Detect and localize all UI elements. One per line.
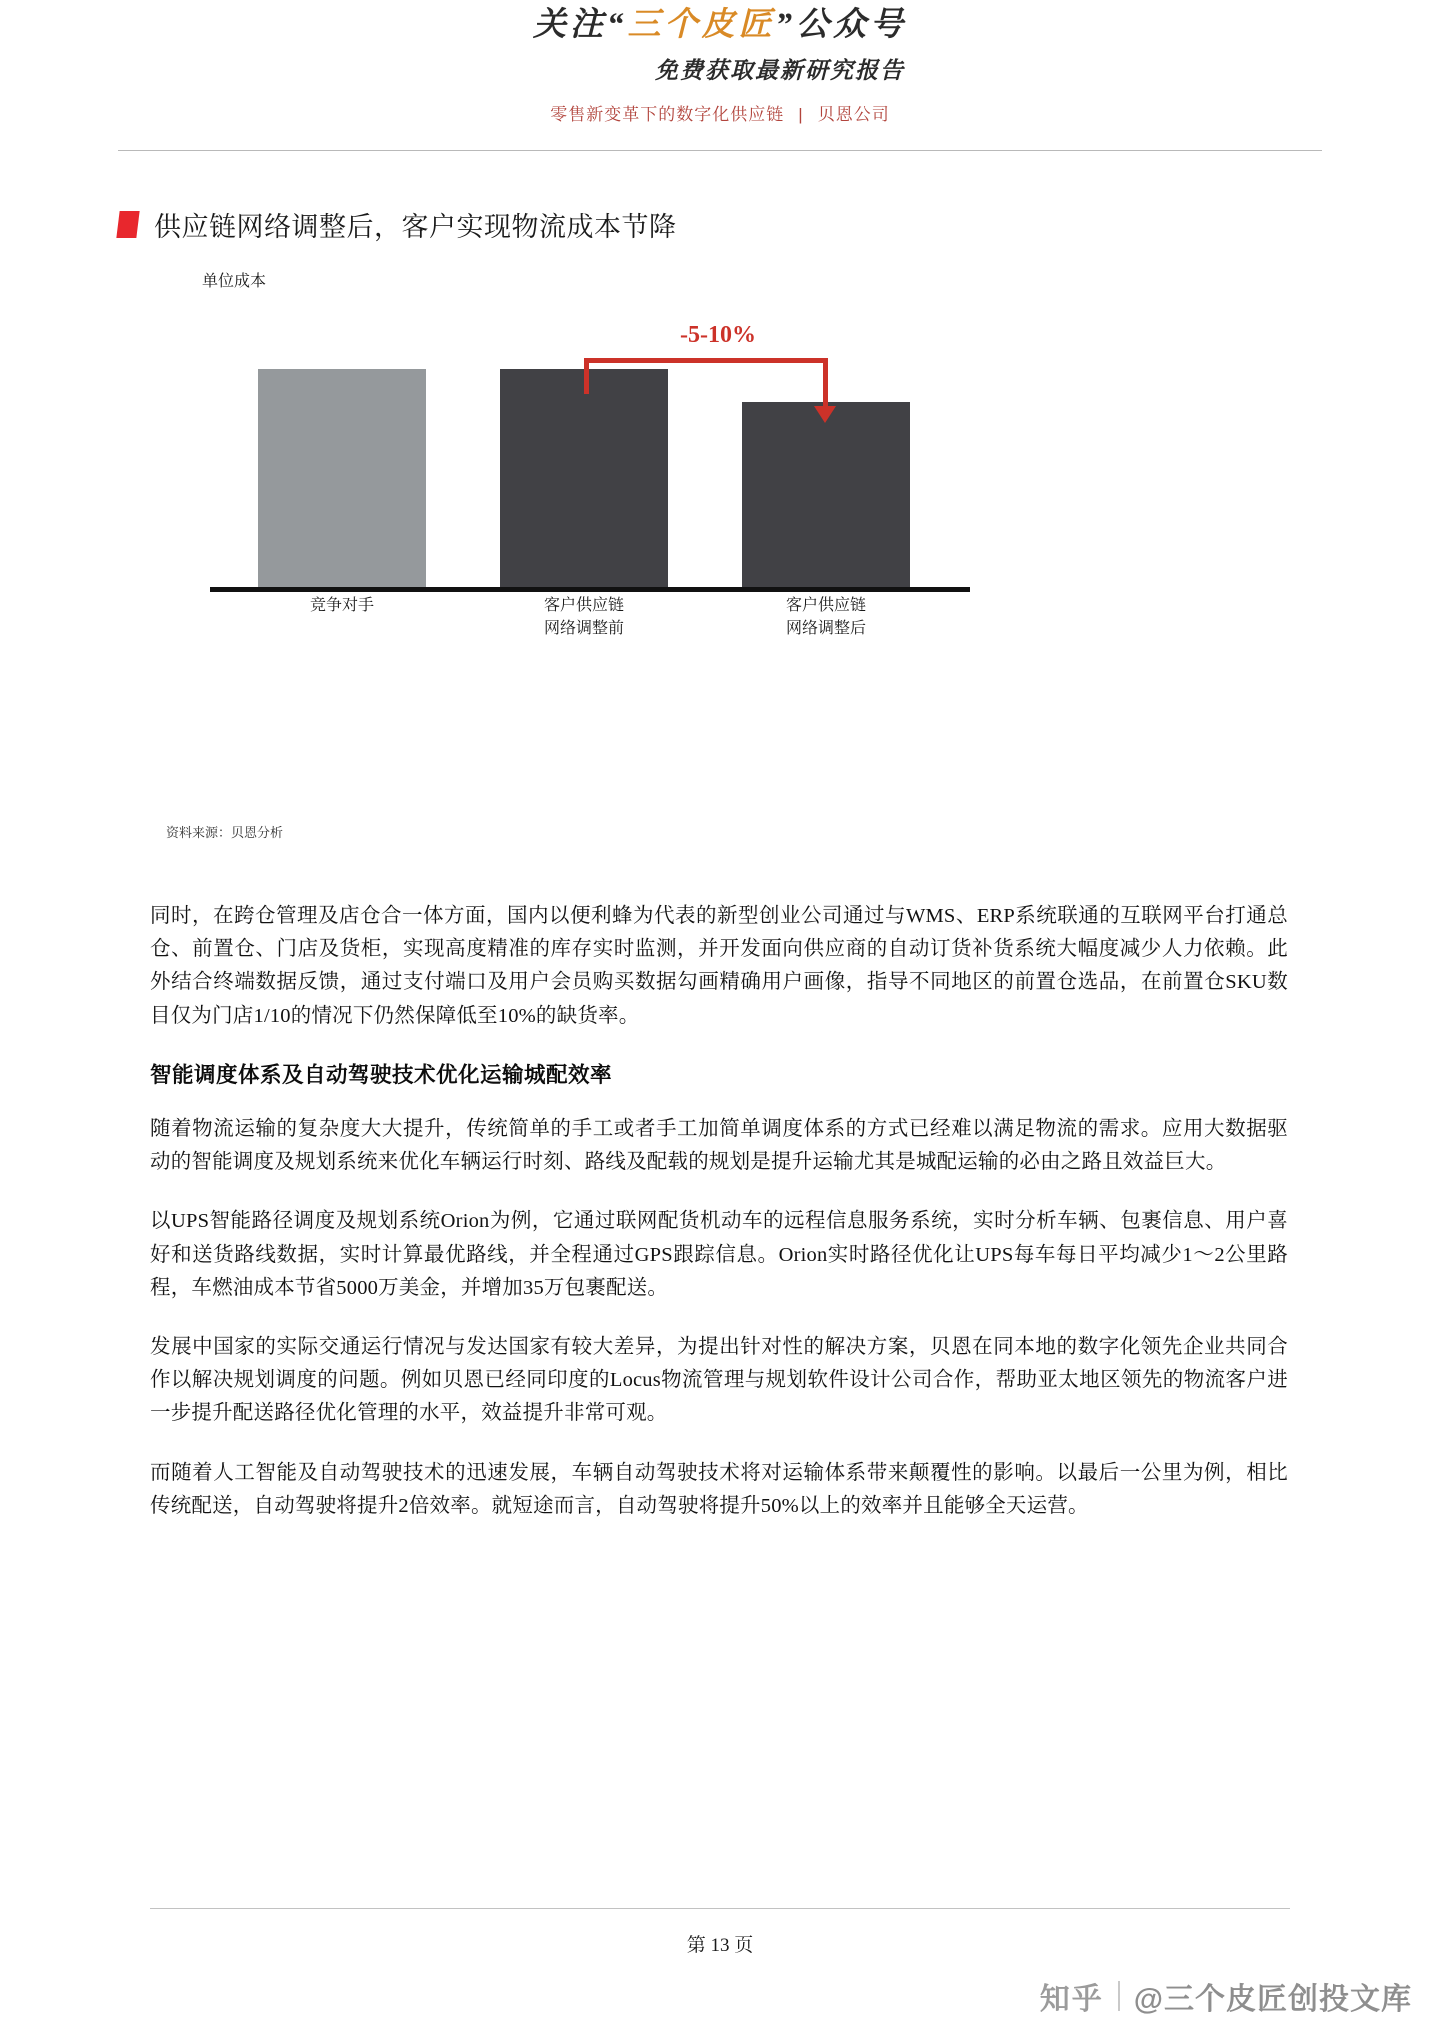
paragraph-1: 随着物流运输的复杂度大大提升，传统简单的手工或者手工加简单调度体系的方式已经难以满足物流的需求。应用大数据驱动的智能调度及规划系统来优化车辆运行时刻、路线及配载的规划是提升运输尤其是城配运输的必由之路且效益巨大。 bbox=[150, 1118, 1288, 1174]
bar-competitor bbox=[258, 369, 426, 587]
annotation-right-stem bbox=[823, 358, 828, 410]
reduction-annotation bbox=[584, 322, 828, 394]
zhihu-logo: 知乎 bbox=[1039, 1983, 1104, 2016]
promo-quote-open: “ bbox=[607, 7, 628, 43]
document-running-head bbox=[0, 100, 1440, 125]
running-head-separator: | bbox=[798, 105, 804, 124]
chart-plot-area bbox=[210, 302, 970, 592]
promo-suffix: 公众号 bbox=[796, 7, 907, 43]
bar-chart bbox=[118, 262, 1322, 662]
reduction-annotation-label: -5-10% bbox=[680, 322, 756, 348]
promo-brand: 三个皮匠 bbox=[627, 7, 776, 43]
x-label-client-before-line1: 客户供应链 bbox=[543, 597, 624, 614]
annotation-left-stem bbox=[584, 358, 589, 394]
report-title: 零售新变革下的数字化供应链 bbox=[550, 105, 785, 124]
exhibit-heading bbox=[118, 205, 677, 244]
x-label-client-before-line2: 网络调整前 bbox=[543, 620, 624, 638]
body-content bbox=[150, 900, 1288, 1549]
zhihu-handle: @三个皮匠创投文库 bbox=[1133, 1983, 1412, 2016]
zhihu-watermark-divider bbox=[1118, 1981, 1120, 2011]
zhihu-watermark bbox=[1040, 1974, 1412, 2018]
annotation-down-arrow-icon bbox=[814, 406, 836, 423]
x-label-competitor-line1: 竞争对手 bbox=[309, 597, 374, 614]
header-divider bbox=[118, 150, 1322, 151]
x-label-client-after-line2: 网络调整后 bbox=[785, 620, 866, 638]
promo-quote-close: ” bbox=[775, 7, 796, 43]
paragraph-2: 以UPS智能路径调度及规划系统Orion为例，它通过联网配货机动车的远程信息服务系统，实时分析车辆、包裹信息、用户喜好和送货路线数据，实时计算最优路线，并全程通过GPS跟踪信息。Orion实时路径优化让UPS每车每日平均减少1～2公里路程，车燃油成本节省5000万美金，并增加35万包裹配送。 bbox=[150, 1210, 1288, 1299]
exhibit-heading-text: 供应链网络调整后，客户实现物流成本节降 bbox=[154, 212, 677, 242]
promo-watermark-line1 bbox=[0, 6, 1440, 46]
report-publisher: 贝恩公司 bbox=[817, 105, 890, 124]
x-axis-category-labels bbox=[210, 594, 970, 654]
page-number: 第 13 页 bbox=[686, 1935, 754, 1956]
promo-prefix: 关注 bbox=[533, 7, 607, 43]
paragraph-intro: 同时，在跨仓管理及店仓合一体方面，国内以便利蜂为代表的新型创业公司通过与WMS、ERP系统联通的互联网平台打通总仓、前置仓、门店及货柜，实现高度精准的库存实时监测，并开发面向供应商的自动订货补货系统大幅度减少人力依赖。此外结合终端数据反馈，通过支付端口及用户会员购买数据勾画精确用户画像，指导不同地区的前置仓选品，在前置仓SKU数目仅为门店1/10的情况下仍然保障低至10%的缺货率。 bbox=[150, 905, 1288, 1027]
footer-divider bbox=[150, 1908, 1290, 1909]
paragraph-4: 而随着人工智能及自动驾驶技术的迅速发展，车辆自动驾驶技术将对运输体系带来颠覆性的影响。以最后一公里为例，相比传统配送，自动驾驶将提升2倍效率。就短途而言，自动驾驶将提升50%以上的效率并且能够全天运营。 bbox=[150, 1461, 1288, 1517]
promo-watermark-header bbox=[0, 6, 1440, 85]
x-label-client-after-line1: 客户供应链 bbox=[785, 597, 866, 614]
x-label-competitor bbox=[252, 594, 432, 617]
section-heading: 智能调度体系及自动驾驶技术优化运输城配效率 bbox=[150, 1062, 613, 1087]
y-axis-label: 单位成本 bbox=[202, 273, 267, 290]
paragraph-3: 发展中国家的实际交通运行情况与发达国家有较大差异，为提出针对性的解决方案，贝恩在同本地的数字化领先企业共同合作以解决规划调度的问题。例如贝恩已经同印度的Locus物流管理与规划软件设计公司合作，帮助亚太地区领先的物流客户进一步提升配送路径优化管理的水平，效益提升非常可观。 bbox=[150, 1336, 1288, 1425]
bar-client-before bbox=[500, 369, 668, 587]
annotation-horizontal-line bbox=[584, 358, 828, 363]
chart-baseline-axis bbox=[210, 587, 970, 592]
red-parallelogram-icon bbox=[116, 211, 139, 238]
x-label-client-before bbox=[494, 594, 674, 640]
x-label-client-after bbox=[736, 594, 916, 640]
bar-client-after bbox=[742, 402, 910, 587]
promo-watermark-line2: 免费获取最新研究报告 bbox=[655, 57, 905, 83]
chart-source-note: 资料来源：贝恩分析 bbox=[166, 825, 284, 840]
